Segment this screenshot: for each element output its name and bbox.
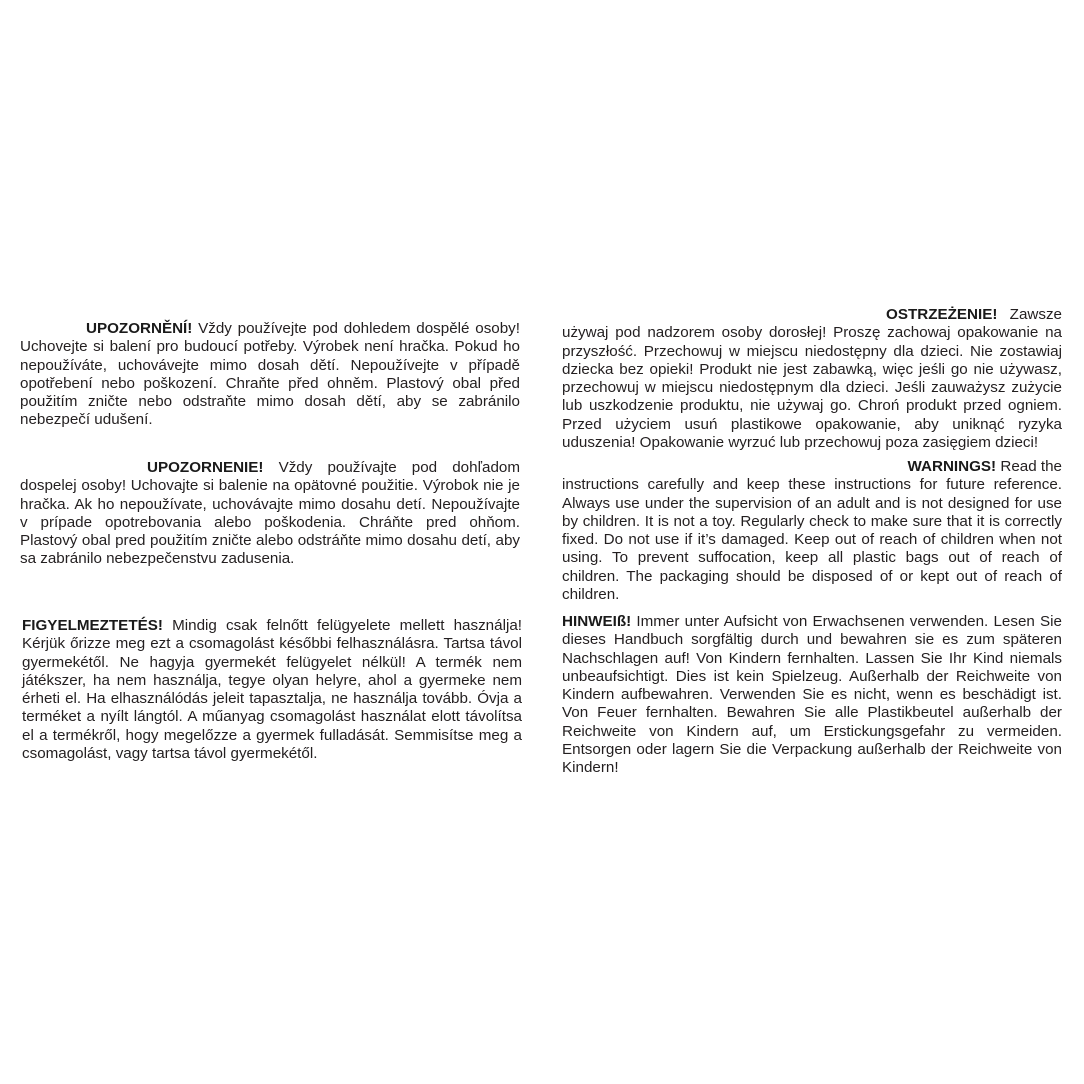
warning-block-english (562, 458, 1062, 604)
warning-text-slovak: Vždy používajte pod dohľadom dospelej osoby! Uchovajte si balenie na opätovné použitie. Výrobok nie je hračka. Ak ho nepoužívate, uchovávajte mimo dosahu detí. Nepoužívajte v prípade opotrebovania alebo poškodenia. Chráňte pred ohňom. Plastový obal pred použitím zničte alebo odstráňte mimo dosahu detí, aby sa zabránilo nebezpečenstvu zadusenia. (20, 459, 520, 568)
warning-heading-polish: OSTRZEŻENIE! (886, 306, 998, 323)
warning-heading-tail-english: Read the (996, 458, 1062, 475)
warning-block-slovak (20, 459, 520, 569)
warning-text-german: Immer unter Aufsicht von Erwachsenen verwenden. Lesen Sie dieses Handbuch sorgfältig durch und bewahren sie es zum späteren Nachschlagen auf! Von Kindern fernhalten. Lassen Sie Ihr Kind niemals unbeaufsichtigt. Dies ist kein Spielzeug. Außerhalb der Reichweite von Kindern aufbewahren. Verwenden Sie es nicht, wenn es beschädigt ist. Von Feuer fernhalten. Bewahren Sie alle Plastikbeutel außerhalb der Reichweite von Kindern auf, um Erstickungsgefahr zu vermeiden. Entsorgen oder lagern Sie die Verpackung außerhalb der Reichweite von Kindern! (562, 613, 1062, 777)
warning-text-hungarian: Mindig csak felnőtt felügyelete mellett használja! Kérjük őrizze meg ezt a csomagolást későbbi felhasználásra. Tartsa távol gyermekétől. Ne hagyja gyermekét felügyelet nélkül! A termék nem játékszer, ha nem használja, tegye olyan helyre, ahol a gyermeke nem érheti el. Ha elhasználódás jeleit tapasztalja, ne használja tovább. Óvja a terméket a nyílt lángtól. A műanyag csomagolást használat elott távolítsa el a termékről, hogy megelőzze a gyermek fulladását. Semmisítse meg a csomagolást, vagy tartsa távol gyermekétől. (22, 617, 522, 763)
warning-heading-english: WARNINGS! (907, 458, 997, 475)
warning-heading-hungarian: FIGYELMEZTETÉS! (22, 617, 163, 634)
warning-heading-german: HINWEIß! (562, 613, 632, 630)
warning-text-polish: Zawsze używaj pod nadzorem osoby dorosłej! Proszę zachowaj opakowanie na przyszłość. Przechowuj w miejscu niedostępny dla dzieci. Nie zostawiaj dziecka bez opieki! Produkt nie jest zabawką, więc jeśli go nie używasz, przechowuj w miejscu niedostępnym dla dzieci. Jeśli zauważysz zużycie lub uszkodzenie produktu, nie używaj go. Chroń produkt przed ogniem. Przed użyciem usuń plastikowe opakowanie, aby uniknąć ryzyka uduszenia! Opakowanie wyrzuć lub przechowuj poza zasięgiem dzieci! (562, 306, 1062, 452)
warning-block-czech (20, 320, 520, 430)
warning-heading-slovak: UPOZORNENIE! (147, 459, 264, 476)
warning-block-polish (562, 306, 1062, 452)
warning-text-czech: Vždy používejte pod dohledem dospělé osoby! Uchovejte si balení pro budoucí potřeby. Výrobek není hračka. Pokud ho nepoužíváte, uchovávejte mimo dosah dětí. Nepoužívejte v případě opotřebení nebo poškození. Chraňte před ohněm. Plastový obal před použitím zničte nebo odstraňte mimo dosah dětí, aby se zabránilo nebezpečí udušení. (20, 320, 520, 429)
warning-heading-line-english (562, 458, 1062, 476)
warning-text-english: instructions carefully and keep these instructions for future reference. Always use under the supervision of an adult and is not designed for use by children. It is not a toy. Regularly check to make sure that it is correctly fixed. Do not use if it’s damaged. Keep out of reach of children when not using. To prevent suffocation, keep all plastic bags out of reach of children. The packaging should be disposed of or kept out of reach of children. (562, 476, 1062, 604)
warning-block-hungarian (22, 617, 522, 763)
warning-block-german (562, 613, 1062, 778)
warning-heading-czech: UPOZORNĚNÍ! (86, 320, 193, 337)
